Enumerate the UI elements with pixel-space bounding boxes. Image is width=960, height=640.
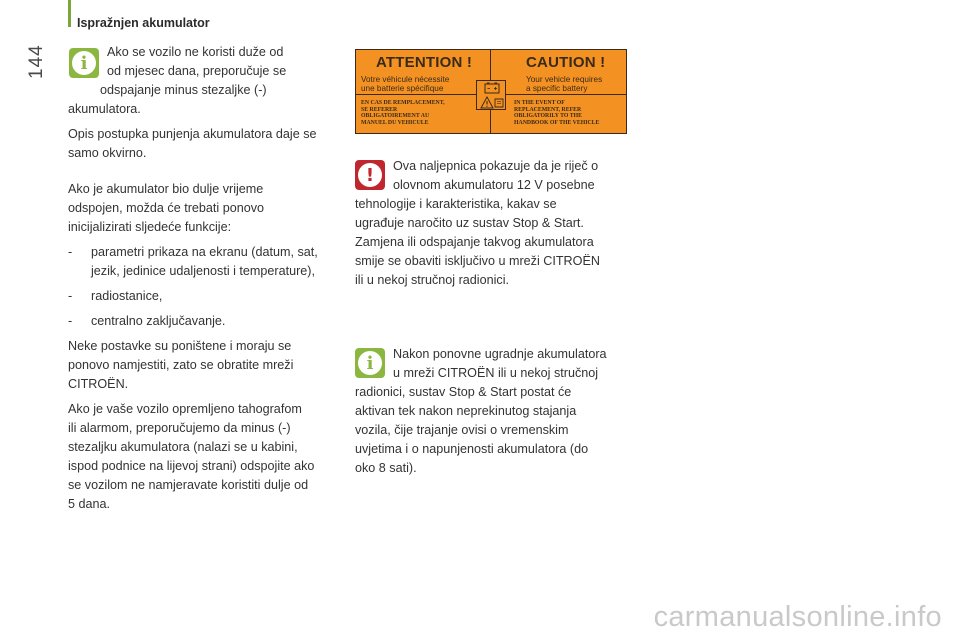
watermark: carmanualsonline.info xyxy=(653,601,942,633)
list-item: - radiostanice, xyxy=(68,289,163,303)
label-fr-instructions: EN CAS DE REMPLACEMENT, SE REFERER OBLIGATOIREMENT AU MANUEL DU VEHICULE xyxy=(361,100,445,126)
battery-manual-icon xyxy=(476,80,506,110)
list-item: - parametri prikaza na ekranu (datum, sat, jezik, jedinice udaljenosti i temperature), xyxy=(68,245,318,278)
note-line: akumulatora. xyxy=(68,102,141,116)
paragraph-tachograph: Ako je vaše vozilo opremljeno tahografom ili alarmom, preporučujemo da minus (-) stezaljku akumulatora (nalazi se u kabini, ispod podnice na lijevoj strani) odspojite ako se vozilom ne namjeravate koristiti dulje od 5 dana. xyxy=(68,402,315,511)
header-accent-bar xyxy=(68,0,71,27)
list-item: - centralno zaključavanje. xyxy=(68,314,226,328)
warning-icon: ! xyxy=(355,160,385,190)
paragraph-reinit: Ako je akumulator bio dulje vrijeme odspojen, možda će trebati ponovo inicijalizirati sljedeće funkcije: xyxy=(68,182,265,234)
label-en-subtitle: Your vehicle requires a specific battery xyxy=(526,75,603,93)
label-attention-heading: ATTENTION ! xyxy=(376,54,473,71)
note-line: odspajanje minus stezaljke (-) xyxy=(100,83,267,97)
left-column xyxy=(68,43,340,514)
info-note xyxy=(68,43,340,163)
note-line: od mjesec dana, preporučuje se xyxy=(107,64,287,78)
note-line: Opis postupka punjenja akumulatora daje se xyxy=(68,127,317,141)
label-en-instructions: IN THE EVENT OF REPLACEMENT, REFER OBLIGATORILY TO THE HANDBOOK OF THE VEHICLE xyxy=(514,100,600,126)
info-icon: i xyxy=(69,48,99,78)
label-caution-heading: CAUTION ! xyxy=(526,54,606,71)
paragraph-settings: Neke postavke su poništene i moraju se ponovo namjestiti, zato se obratite mreži CITROËN. xyxy=(68,339,294,391)
note-line: samo okvirno. xyxy=(68,146,147,160)
page-number: 144 xyxy=(26,44,47,79)
warning-note: ! Ova naljepnica pokazuje da je riječ o olovnom akumulatoru 12 V posebne tehnologije i karakteristika, kakav se ugrađuje naročito uz sustav Stop & Start. Zamjena ili odspajanje takvog akumulatora smije se obaviti isključivo u mreži CITROËN ili u nekoj stručnoj radionici. xyxy=(355,159,600,287)
note-line: Ako se vozilo ne koristi duže od xyxy=(107,45,284,59)
function-list xyxy=(68,243,340,331)
label-fr-subtitle: Votre véhicule nécessite une batterie spécifique xyxy=(361,75,450,93)
info-note-stop-start: i Nakon ponovne ugradnje akumulatora u mreži CITROËN ili u nekoj stručnoj radionici, sustav Stop & Start postat će aktivan tek nakon neprekinutog stajanja vozila, čije trajanje ovisi o vremenskim uvjetima i o napunjenosti akumulatora (do oko 8 sati). xyxy=(355,347,607,475)
section-title: Ispražnjen akumulator xyxy=(77,16,210,30)
info-icon: i xyxy=(355,348,385,378)
battery-warning-label xyxy=(355,49,627,134)
